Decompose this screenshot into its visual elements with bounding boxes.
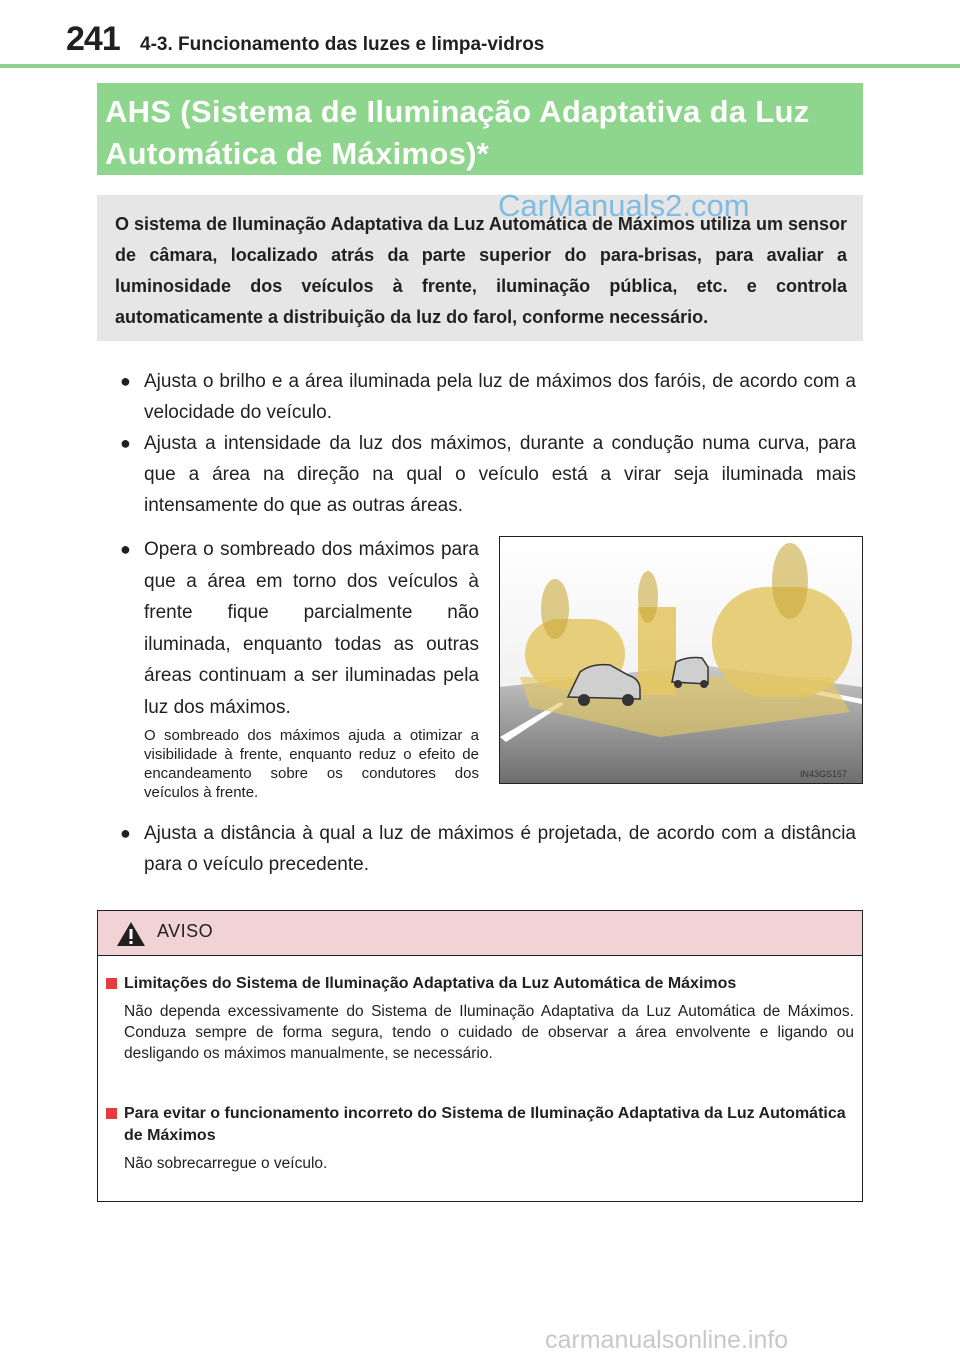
red-square-icon (106, 978, 117, 989)
tree-icon (638, 571, 658, 623)
watermark-top: CarManuals2.com (498, 188, 750, 223)
car-icon (672, 658, 708, 689)
warning-item-body: Não dependa excessivamente do Sistema de Iluminação Adaptativa da Luz Automática de Máximos. Conduza sempre de forma segura, tendo o cuidado de observar a área envolvente e ligando ou desligando os máximos manualmente, se necessário. (124, 1003, 854, 1062)
section-header: 4-3. Funcionamento das luzes e limpa-vidros (140, 34, 545, 55)
ahs-illustration (499, 536, 863, 784)
warning-item (106, 973, 854, 1064)
bullet-distance (120, 818, 856, 880)
warning-box (97, 910, 863, 1202)
tree-icon (772, 543, 808, 619)
bullet-icon: ● (120, 539, 131, 559)
warning-item-body: Não sobrecarregue o veículo. (124, 1155, 328, 1172)
bullet-brightness (120, 366, 856, 428)
bullet-icon: ● (120, 823, 131, 843)
warning-item-heading: Para evitar o funcionamento incorreto do Sistema de Iluminação Adaptativa da Luz Automática de Máximos (124, 1105, 846, 1144)
section-title-box (97, 83, 863, 175)
tree-icon (541, 579, 569, 639)
illustration-code: IN43GS157 (800, 769, 848, 779)
bullet-icon: ● (120, 433, 131, 453)
warning-item-heading: Limitações do Sistema de Iluminação Adaptativa da Luz Automática de Máximos (124, 975, 737, 992)
intro-text: O sistema de Iluminação Adaptativa da Luz Automática de Máximos utiliza um sensor de câmara, localizado atrás da parte superior do para-brisas, para avaliar a luminosidade dos veículos à frente, iluminação pública, etc. e controla automaticamente a distribuição da luz do farol, conforme necessário. (115, 214, 847, 327)
footer-watermark: carmanualsonline.info (545, 1326, 789, 1354)
header-divider (0, 64, 960, 68)
warning-triangle-icon (116, 921, 146, 947)
shading-note: O sombreado dos máximos ajuda a otimizar a visibilidade à frente, enquanto reduz o efeito de encandeamento sobre os condutores dos veículos à frente. (144, 727, 479, 801)
bullet-text: Ajusta a distância à qual a luz de máximos é projetada, de acordo com a distância para o veículo precedente. (144, 823, 856, 875)
warning-title: AVISO (157, 921, 214, 941)
bullet-curve (120, 428, 856, 521)
bullet-text: Opera o sombreado dos máximos para que a área em torno dos veículos à frente fique parcialmente não iluminada, enquanto todas as outras áreas continuam a ser iluminadas pela luz dos máximos. (144, 539, 479, 718)
bullet-shading (120, 534, 479, 723)
red-square-icon (106, 1108, 117, 1119)
warning-header (98, 911, 862, 956)
bullet-icon: ● (120, 371, 131, 391)
bullet-text: Ajusta o brilho e a área iluminada pela luz de máximos dos faróis, de acordo com a velocidade do veículo. (144, 371, 856, 423)
page-number: 241 (66, 20, 120, 58)
section-title-line-2: Automática de Máximos)* (105, 136, 490, 171)
section-title-line-1: AHS (Sistema de Iluminação Adaptativa da Luz (105, 94, 810, 129)
warning-item (106, 1103, 854, 1174)
bullet-text: Ajusta a intensidade da luz dos máximos, durante a condução numa curva, para que a área na direção na qual o veículo está a virar seja iluminada mais intensamente do que as outras áreas. (144, 433, 856, 516)
